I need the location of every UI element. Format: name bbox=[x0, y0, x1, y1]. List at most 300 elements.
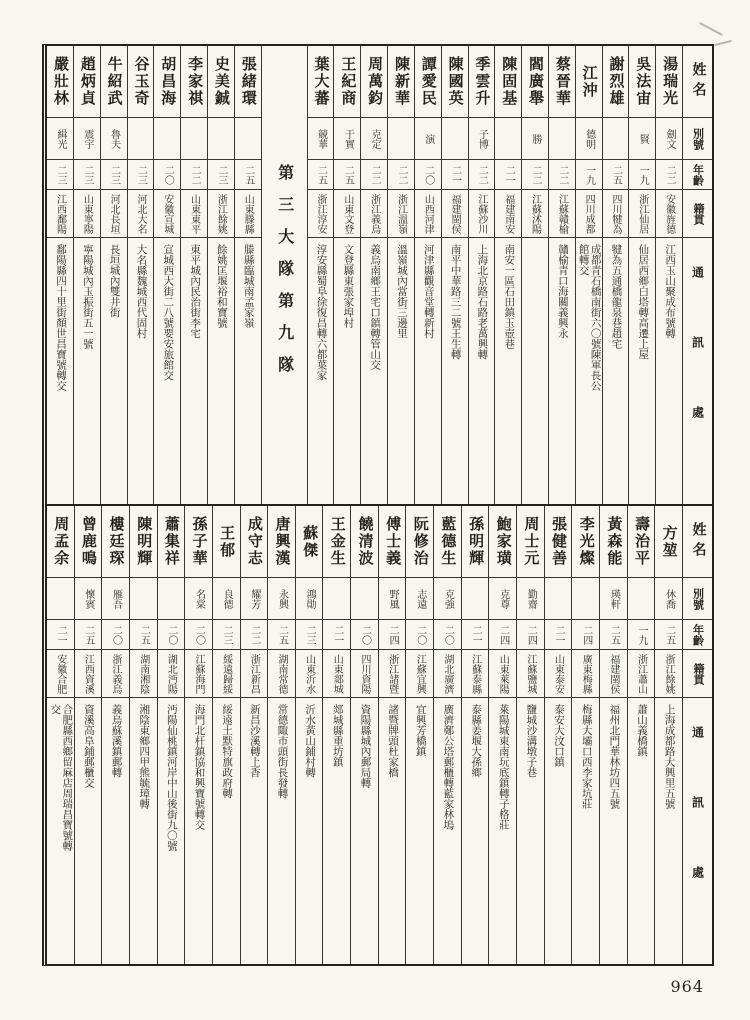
entry-age-text: 二五 bbox=[315, 164, 327, 185]
entry-age bbox=[323, 620, 350, 650]
entry-address-text: 廣濟鄭公塔郵櫃轉藍家林塢 bbox=[442, 704, 454, 830]
entry-name-text: 嚴壯林 bbox=[52, 56, 69, 107]
entry-origin bbox=[469, 190, 495, 238]
entry-alias-text: 勤齋 bbox=[525, 588, 537, 609]
entry-age bbox=[379, 620, 406, 650]
entry-name-text: 王紀商 bbox=[339, 56, 356, 107]
entry-name bbox=[213, 506, 240, 578]
entry-origin bbox=[185, 650, 212, 698]
entry-name-text: 鮑家璜 bbox=[494, 516, 511, 567]
entry-age-text: 二五 bbox=[276, 624, 288, 645]
header-address-label-text: 通訊處 bbox=[690, 726, 705, 936]
roster-entry-column bbox=[627, 506, 655, 964]
entry-name-text: 孫子華 bbox=[190, 516, 207, 567]
entry-age bbox=[235, 160, 261, 190]
entry-origin bbox=[572, 650, 599, 698]
entry-name bbox=[628, 506, 655, 578]
entry-age bbox=[434, 620, 461, 650]
entry-address-text: 犍為五通橋龍泉巷趙宅 bbox=[610, 244, 622, 349]
entry-alias-text: 緝光 bbox=[55, 128, 67, 149]
entry-name-text: 胡昌海 bbox=[159, 56, 176, 107]
header-alias-label bbox=[683, 118, 712, 160]
entry-origin bbox=[656, 190, 682, 238]
entry-origin-text: 山西河津 bbox=[422, 193, 434, 234]
header-alias-label-text: 別號 bbox=[691, 587, 704, 610]
entry-age-text: 二五 bbox=[663, 624, 675, 645]
entry-alias bbox=[334, 118, 360, 160]
entry-address bbox=[308, 238, 334, 504]
entry-age bbox=[351, 620, 378, 650]
entry-name bbox=[388, 46, 414, 118]
entry-name-text: 方堃 bbox=[660, 524, 677, 559]
entry-address-text: 福州北門華林坊四五號 bbox=[608, 704, 620, 809]
entry-age bbox=[549, 160, 575, 190]
roster-entry-column bbox=[521, 46, 548, 504]
entry-name-text: 樓廷琛 bbox=[107, 516, 124, 567]
entry-origin-text: 四川成都 bbox=[583, 193, 595, 234]
entry-alias-text: 懷賓 bbox=[82, 588, 94, 609]
entry-origin bbox=[388, 190, 414, 238]
entry-age-text: 二一 bbox=[553, 624, 565, 645]
roster-entry-column bbox=[494, 46, 521, 504]
entry-name-text: 譚愛民 bbox=[419, 56, 436, 107]
roster-entry-column bbox=[441, 46, 468, 504]
entry-origin-text: 福建南安 bbox=[502, 193, 514, 234]
entry-origin bbox=[406, 650, 433, 698]
entry-age bbox=[154, 160, 180, 190]
entry-origin-text: 山東滕縣 bbox=[242, 193, 254, 234]
header-alias-label bbox=[683, 578, 712, 620]
roster-entry-column bbox=[127, 46, 154, 504]
entry-age-text: 二一 bbox=[55, 624, 67, 645]
entry-age-text: 二〇 bbox=[359, 624, 371, 645]
entry-address bbox=[101, 238, 127, 504]
header-origin-label-text: 籍貫 bbox=[692, 202, 704, 225]
entry-origin-text: 四川犍為 bbox=[609, 193, 621, 234]
roster-entry-column bbox=[184, 506, 212, 964]
entry-name-text: 季雲升 bbox=[473, 56, 490, 107]
entry-alias-text: 魯夫 bbox=[108, 128, 120, 149]
entry-address bbox=[406, 698, 433, 964]
entry-age bbox=[495, 160, 521, 190]
roster-entry-column bbox=[267, 506, 295, 964]
entry-age bbox=[47, 620, 74, 650]
entry-origin-text: 山東寧陽 bbox=[81, 193, 93, 234]
entry-age bbox=[241, 620, 268, 650]
roster-section-top bbox=[47, 46, 712, 504]
entry-origin bbox=[208, 190, 234, 238]
entry-address-text: 成都青石橋南街六〇號陳軍長公館轉交 bbox=[577, 244, 601, 391]
entry-alias-text: 子博 bbox=[476, 128, 488, 149]
entry-alias bbox=[323, 578, 350, 620]
entry-address-text: 資溪高阜鋪郵櫃交 bbox=[82, 704, 94, 788]
entry-address-text: 東平城內民治街李宅 bbox=[189, 244, 201, 339]
unit-designation-column bbox=[261, 46, 307, 504]
entry-name bbox=[47, 506, 74, 578]
header-address-label-text: 通訊處 bbox=[690, 266, 705, 476]
entry-name bbox=[549, 46, 575, 118]
roster-entry-column bbox=[628, 46, 655, 504]
entry-alias bbox=[388, 118, 414, 160]
entry-age-text: 二五 bbox=[82, 624, 94, 645]
roster-entry-column bbox=[322, 506, 350, 964]
entry-origin bbox=[379, 650, 406, 698]
entry-origin bbox=[603, 190, 629, 238]
entry-age bbox=[334, 160, 360, 190]
entry-age bbox=[388, 160, 414, 190]
entry-address-text: 上海成都路大興里五號 bbox=[663, 704, 675, 809]
entry-origin-text: 江蘇泰縣 bbox=[469, 653, 481, 694]
entry-address bbox=[361, 238, 387, 504]
entry-name-text: 牛紹武 bbox=[105, 56, 122, 107]
entry-age-text: 一九 bbox=[583, 164, 595, 185]
entry-alias bbox=[489, 578, 516, 620]
entry-address-text: 淳安縣蜀阜徐復昌轉六都葉家 bbox=[315, 244, 327, 381]
entry-age-text: 二三 bbox=[135, 164, 147, 185]
entry-origin-text: 浙江淳安 bbox=[315, 193, 327, 234]
entry-origin-text: 江蘇沭陽 bbox=[529, 193, 541, 234]
entry-origin-text: 河北長垣 bbox=[108, 193, 120, 234]
entry-alias bbox=[241, 578, 268, 620]
entry-address-text: 資陽縣城內郵局轉 bbox=[359, 704, 371, 788]
entry-name-text: 吳法宙 bbox=[634, 56, 651, 107]
entry-origin-text: 湖南常德 bbox=[275, 653, 287, 694]
entry-alias-text: 志遠 bbox=[414, 588, 426, 609]
entry-age-text: 二三 bbox=[215, 164, 227, 185]
entry-address bbox=[379, 698, 406, 964]
entry-alias-text: 雁吾 bbox=[110, 588, 122, 609]
entry-name-text: 傅士義 bbox=[384, 516, 401, 567]
entry-name bbox=[74, 46, 100, 118]
entry-name-text: 曾鹿鳴 bbox=[79, 516, 96, 567]
entry-alias bbox=[128, 118, 154, 160]
entry-origin bbox=[128, 190, 154, 238]
entry-alias bbox=[629, 118, 655, 160]
entry-name-text: 成守志 bbox=[245, 516, 262, 567]
roster-entry-column bbox=[575, 46, 602, 504]
entry-address-text: 滕縣臨城南孟家嶺 bbox=[242, 244, 254, 328]
entry-address bbox=[102, 698, 129, 964]
entry-age-text: 二二 bbox=[476, 164, 488, 185]
entry-address-text: 南安一區石田鎮玉壺巷 bbox=[503, 244, 515, 349]
entry-address-text: 寧陽城內玉振街五一號 bbox=[81, 244, 93, 349]
header-age-label bbox=[683, 160, 712, 190]
entry-name-text: 壽治平 bbox=[633, 516, 650, 567]
entry-origin bbox=[47, 190, 73, 238]
entry-name bbox=[406, 506, 433, 578]
entry-age bbox=[102, 620, 129, 650]
entry-age-text: 二一 bbox=[331, 624, 343, 645]
entry-name bbox=[442, 46, 468, 118]
entry-age-text: 二四 bbox=[580, 624, 592, 645]
roster-entry-column bbox=[212, 506, 240, 964]
entry-name bbox=[185, 506, 212, 578]
entry-address-text: 長垣城內雙井街 bbox=[108, 244, 120, 318]
entry-name bbox=[576, 46, 602, 118]
roster-entry-column bbox=[157, 506, 185, 964]
roster-section-bottom bbox=[47, 504, 712, 964]
header-name-label bbox=[683, 46, 712, 118]
roster-entry-column bbox=[47, 46, 73, 504]
entry-name-text: 張緒環 bbox=[239, 56, 256, 107]
entry-age bbox=[406, 620, 433, 650]
entry-origin-text: 浙江義烏 bbox=[110, 653, 122, 694]
entry-origin-text: 浙江仙居 bbox=[636, 193, 648, 234]
entry-address bbox=[235, 238, 261, 504]
entry-name bbox=[181, 46, 207, 118]
entry-address bbox=[296, 698, 323, 964]
entry-origin bbox=[351, 650, 378, 698]
entry-origin-text: 山東文登 bbox=[341, 193, 353, 234]
entry-age-text: 二四 bbox=[525, 624, 537, 645]
entry-age bbox=[629, 160, 655, 190]
entry-alias bbox=[308, 118, 334, 160]
entry-address bbox=[75, 698, 102, 964]
entry-origin-text: 福建閩侯 bbox=[607, 653, 619, 694]
entry-address-text: 泰安大汶口鎮 bbox=[553, 704, 565, 767]
entry-alias-text: 克尊 bbox=[497, 588, 509, 609]
entry-address-text: 義烏南鄉王宅口鎮轉管山交 bbox=[369, 244, 381, 370]
entry-name-text: 王金生 bbox=[328, 516, 345, 567]
entry-age-text: 二〇 bbox=[162, 164, 174, 185]
entry-age-text: 二五 bbox=[342, 164, 354, 185]
roster-entry-column bbox=[571, 506, 599, 964]
entry-age bbox=[47, 160, 73, 190]
entry-origin bbox=[655, 650, 682, 698]
entry-origin-text: 浙江諸暨 bbox=[386, 653, 398, 694]
roster-entry-column bbox=[433, 506, 461, 964]
roster-entry-column bbox=[207, 46, 234, 504]
entry-origin bbox=[75, 650, 102, 698]
roster-entry-column bbox=[350, 506, 378, 964]
header-name-label bbox=[683, 506, 712, 578]
header-origin-label bbox=[683, 650, 712, 698]
entry-origin bbox=[101, 190, 127, 238]
entry-name-text: 黃森能 bbox=[605, 516, 622, 567]
entry-age-text: 一九 bbox=[636, 624, 648, 645]
entry-origin bbox=[308, 190, 334, 238]
entry-origin bbox=[545, 650, 572, 698]
pencil-mark bbox=[699, 22, 723, 36]
entry-age bbox=[181, 160, 207, 190]
header-age-label-text: 年齡 bbox=[691, 163, 704, 186]
entry-address bbox=[213, 698, 240, 964]
entry-origin bbox=[213, 650, 240, 698]
roster-table bbox=[42, 44, 714, 966]
entry-origin-text: 江蘇宜興 bbox=[414, 653, 426, 694]
entry-age bbox=[130, 620, 157, 650]
entry-alias-text: 震宇 bbox=[81, 128, 93, 149]
entry-name-text: 湯瑞光 bbox=[661, 56, 678, 107]
entry-name-text: 陳國英 bbox=[446, 56, 463, 107]
entry-age-text: 二二 bbox=[664, 164, 676, 185]
entry-alias-text: 野風 bbox=[387, 588, 399, 609]
header-name-label-text: 姓名 bbox=[690, 61, 706, 102]
entry-address-text: 贛榆青口海關義興永 bbox=[556, 244, 568, 339]
roster-entry-column bbox=[360, 46, 387, 504]
entry-alias bbox=[545, 578, 572, 620]
entry-address-text: 郯城縣重坊鎮 bbox=[331, 704, 343, 767]
entry-alias-text: 名棠 bbox=[193, 588, 205, 609]
entry-address bbox=[47, 238, 73, 504]
entry-name-text: 唐興漢 bbox=[273, 516, 290, 567]
entry-alias bbox=[469, 118, 495, 160]
entry-name bbox=[102, 506, 129, 578]
entry-origin bbox=[549, 190, 575, 238]
entry-origin-text: 安徽合肥 bbox=[54, 653, 66, 694]
entry-alias-text: 鴻勛 bbox=[304, 588, 316, 609]
entry-name-text: 史美鋮 bbox=[212, 56, 229, 107]
entry-address bbox=[74, 238, 100, 504]
entry-name bbox=[268, 506, 295, 578]
entry-address bbox=[629, 238, 655, 504]
roster-entry-column bbox=[129, 506, 157, 964]
entry-origin-text: 河北大名 bbox=[134, 193, 146, 234]
entry-origin-text: 安徽宣城 bbox=[161, 193, 173, 234]
entry-name-text: 謝烈雄 bbox=[607, 56, 624, 107]
entry-age bbox=[545, 620, 572, 650]
entry-address bbox=[572, 698, 599, 964]
entry-name bbox=[469, 46, 495, 118]
entry-age-text: 二三 bbox=[221, 624, 233, 645]
entry-age bbox=[268, 620, 295, 650]
entry-alias bbox=[656, 118, 682, 160]
entry-name bbox=[434, 506, 461, 578]
entry-origin bbox=[415, 190, 441, 238]
entry-name-text: 江沖 bbox=[580, 64, 597, 99]
entry-address bbox=[158, 698, 185, 964]
entry-age bbox=[522, 160, 548, 190]
entry-address bbox=[334, 238, 360, 504]
entry-address-text: 萊陽城東南玩底鎮轉子格莊 bbox=[497, 704, 509, 830]
entry-address-text: 鹽城沙溝墩子巷 bbox=[525, 704, 537, 778]
entry-alias-text: 德明 bbox=[583, 128, 595, 149]
entry-origin-text: 山東沂水 bbox=[303, 653, 315, 694]
entry-address bbox=[517, 698, 544, 964]
entry-origin bbox=[130, 650, 157, 698]
roster-entry-column bbox=[101, 506, 129, 964]
entry-origin-text: 江蘇海門 bbox=[193, 653, 205, 694]
pencil-mark bbox=[714, 40, 732, 46]
roster-entry-column bbox=[234, 46, 261, 504]
entry-origin bbox=[158, 650, 185, 698]
entry-address-text: 綏遠土默特旗政府轉 bbox=[221, 704, 233, 799]
entry-origin-text: 江蘇沙川 bbox=[475, 193, 487, 234]
roster-entry-column bbox=[599, 506, 627, 964]
entry-name-text: 陳明輝 bbox=[135, 516, 152, 567]
entry-name-text: 蔡晉華 bbox=[553, 56, 570, 107]
entry-address bbox=[576, 238, 602, 504]
entry-age-text: 二〇 bbox=[165, 624, 177, 645]
header-origin-label bbox=[683, 190, 712, 238]
entry-address bbox=[545, 698, 572, 964]
entry-origin bbox=[629, 190, 655, 238]
entry-alias bbox=[208, 118, 234, 160]
entry-origin-text: 江蘇鹽城 bbox=[524, 653, 536, 694]
entry-age-text: 二一 bbox=[449, 164, 461, 185]
entry-address-text: 南平中華路三二號王生轉 bbox=[449, 244, 461, 360]
entry-alias bbox=[101, 118, 127, 160]
entry-origin bbox=[434, 650, 461, 698]
entry-origin-text: 浙江蕭山 bbox=[635, 653, 647, 694]
entry-address bbox=[323, 698, 350, 964]
entry-address-text: 宣城西大街二八號要安旅館交 bbox=[162, 244, 174, 381]
entry-name bbox=[47, 46, 73, 118]
entry-address bbox=[154, 238, 180, 504]
entry-alias bbox=[415, 118, 441, 160]
header-age-label bbox=[683, 620, 712, 650]
roster-entry-column bbox=[405, 506, 433, 964]
entry-age bbox=[517, 620, 544, 650]
entry-address bbox=[462, 698, 489, 964]
entry-address bbox=[655, 698, 682, 964]
entry-alias bbox=[522, 118, 548, 160]
entry-origin-text: 安徽旌德 bbox=[663, 193, 675, 234]
entry-address bbox=[628, 698, 655, 964]
entry-name bbox=[296, 506, 323, 578]
entry-age-text: 二二 bbox=[369, 164, 381, 185]
entry-alias bbox=[185, 578, 212, 620]
entry-address bbox=[185, 698, 212, 964]
roster-entry-column bbox=[153, 46, 180, 504]
entry-origin-text: 湖南湘陰 bbox=[137, 653, 149, 694]
entry-age-text: 二二 bbox=[556, 164, 568, 185]
roster-entry-column bbox=[602, 46, 629, 504]
entry-origin-text: 湖北沔陽 bbox=[165, 653, 177, 694]
entry-alias bbox=[235, 118, 261, 160]
entry-age-text: 二〇 bbox=[193, 624, 205, 645]
entry-name-text: 葉大蕃 bbox=[312, 56, 329, 107]
entry-address-text: 泰縣姜堰大孫鄉 bbox=[470, 704, 482, 778]
entry-age bbox=[442, 160, 468, 190]
entry-address bbox=[434, 698, 461, 964]
entry-address bbox=[128, 238, 154, 504]
entry-alias bbox=[181, 118, 207, 160]
entry-alias bbox=[154, 118, 180, 160]
entry-origin bbox=[442, 190, 468, 238]
entry-name bbox=[323, 506, 350, 578]
entry-origin-text: 江西資溪 bbox=[82, 653, 94, 694]
entry-name-text: 李家祺 bbox=[186, 56, 203, 107]
entry-address bbox=[522, 238, 548, 504]
entry-name bbox=[241, 506, 268, 578]
entry-name bbox=[235, 46, 261, 118]
entry-origin bbox=[361, 190, 387, 238]
entry-address bbox=[656, 238, 682, 504]
column-headers bbox=[682, 46, 712, 504]
entry-name-text: 陳新華 bbox=[392, 56, 409, 107]
entry-age-text: 二三 bbox=[81, 164, 93, 185]
entry-alias bbox=[495, 118, 521, 160]
roster-entry-column bbox=[240, 506, 268, 964]
entry-address-text: 蕭山義橋鎮 bbox=[636, 704, 648, 757]
entry-origin bbox=[323, 650, 350, 698]
entry-name bbox=[154, 46, 180, 118]
entry-age bbox=[656, 160, 682, 190]
entry-address-text: 合肥縣西鄉留麻店周瑞昌寶號轉交 bbox=[49, 704, 73, 851]
entry-origin-text: 浙江新昌 bbox=[248, 653, 260, 694]
entry-origin bbox=[154, 190, 180, 238]
entry-address bbox=[388, 238, 414, 504]
entry-origin-text: 廣東梅縣 bbox=[580, 653, 592, 694]
entry-age-text: 二五 bbox=[138, 624, 150, 645]
entry-alias bbox=[361, 118, 387, 160]
roster-entry-column bbox=[387, 46, 414, 504]
entry-origin-text: 浙江餘姚 bbox=[663, 653, 675, 694]
roster-entry-column bbox=[47, 506, 74, 964]
header-age-label-text: 年齡 bbox=[691, 623, 704, 646]
header-name-label-text: 姓名 bbox=[690, 521, 706, 562]
